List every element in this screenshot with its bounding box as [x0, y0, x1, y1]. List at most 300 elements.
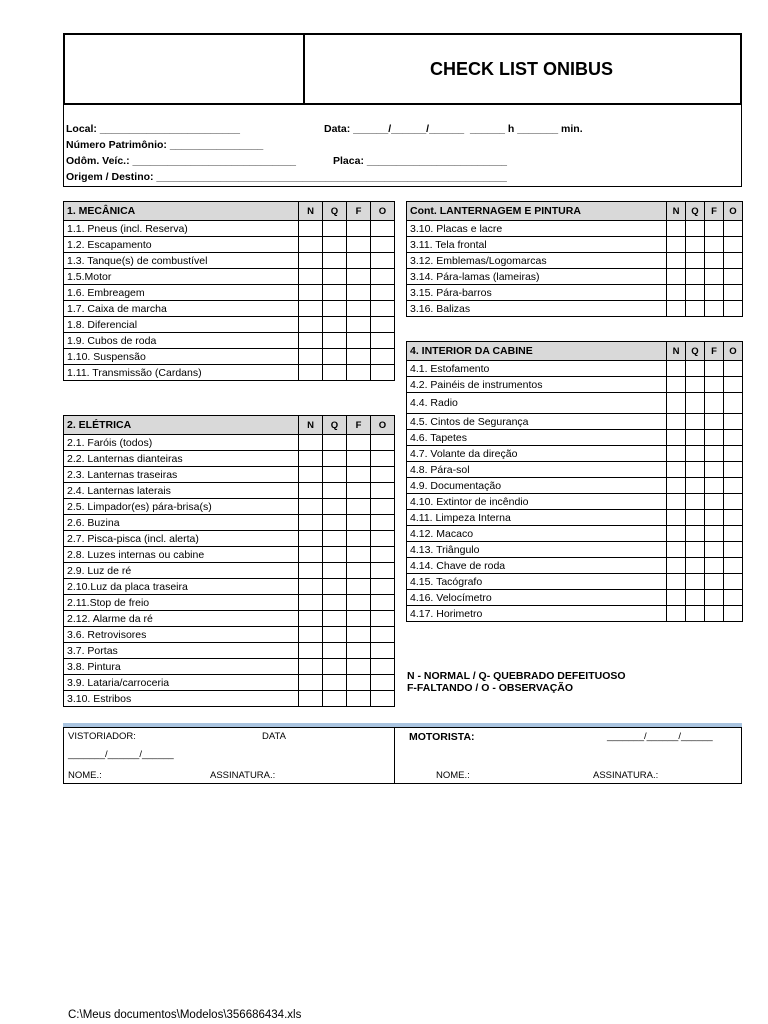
checklist-row [64, 547, 395, 563]
check-cell[interactable] [686, 414, 705, 430]
lanternagem-header-row [407, 202, 743, 221]
check-cell[interactable] [323, 611, 347, 627]
checklist-row [64, 451, 395, 467]
checklist-item-label: 1.2. Escapamento [64, 237, 299, 253]
check-cell[interactable] [686, 393, 705, 414]
check-cell[interactable] [347, 333, 371, 349]
check-cell[interactable] [705, 542, 724, 558]
checklist-row [407, 510, 743, 526]
check-cell[interactable] [299, 643, 323, 659]
flag-header: Q [686, 342, 705, 361]
checklist-row [407, 393, 743, 414]
checklist-row [407, 377, 743, 393]
check-cell[interactable] [667, 377, 686, 393]
check-cell[interactable] [724, 430, 743, 446]
check-cell[interactable] [323, 237, 347, 253]
check-cell[interactable] [347, 317, 371, 333]
check-cell[interactable] [705, 478, 724, 494]
check-cell[interactable] [705, 462, 724, 478]
check-cell[interactable] [371, 531, 395, 547]
check-cell[interactable] [686, 462, 705, 478]
check-cell[interactable] [724, 542, 743, 558]
check-cell[interactable] [347, 691, 371, 707]
check-cell[interactable] [347, 253, 371, 269]
check-cell[interactable] [371, 499, 395, 515]
check-cell[interactable] [323, 515, 347, 531]
check-cell[interactable] [724, 606, 743, 622]
check-cell[interactable] [347, 435, 371, 451]
date-label: DATA [262, 731, 286, 742]
check-cell[interactable] [686, 542, 705, 558]
check-cell[interactable] [347, 643, 371, 659]
check-cell[interactable] [347, 675, 371, 691]
checklist-item-label: 4.10. Extintor de incêndio [407, 494, 667, 510]
check-cell[interactable] [667, 494, 686, 510]
check-cell[interactable] [299, 333, 323, 349]
checklist-row [407, 542, 743, 558]
check-cell[interactable] [686, 558, 705, 574]
check-cell[interactable] [371, 483, 395, 499]
check-cell[interactable] [371, 643, 395, 659]
checklist-item-label: 2.10.Luz da placa traseira [64, 579, 299, 595]
check-cell[interactable] [323, 285, 347, 301]
checklist-item-label: 1.5.Motor [64, 269, 299, 285]
flag-header: O [371, 202, 395, 221]
checklist-item-label: 2.2. Lanternas dianteiras [64, 451, 299, 467]
driver-label: MOTORISTA: [409, 731, 475, 743]
check-cell[interactable] [347, 269, 371, 285]
check-cell[interactable] [371, 467, 395, 483]
check-cell[interactable] [686, 430, 705, 446]
check-cell[interactable] [299, 483, 323, 499]
checklist-item-label: 3.10. Estribos [64, 691, 299, 707]
check-cell[interactable] [705, 574, 724, 590]
flag-header: Q [323, 202, 347, 221]
check-cell[interactable] [705, 269, 724, 285]
checklist-item-label: 2.4. Lanternas laterais [64, 483, 299, 499]
checklist-row [64, 579, 395, 595]
info-section [63, 105, 742, 187]
checklist-row [64, 499, 395, 515]
check-cell[interactable] [299, 435, 323, 451]
check-cell[interactable] [724, 478, 743, 494]
check-cell[interactable] [299, 253, 323, 269]
legend-line-2: F-FALTANDO / O - OBSERVAÇÃO [407, 682, 574, 694]
check-cell[interactable] [667, 574, 686, 590]
check-cell[interactable] [323, 483, 347, 499]
check-cell[interactable] [371, 253, 395, 269]
check-cell[interactable] [323, 269, 347, 285]
check-cell[interactable] [686, 361, 705, 377]
checklist-item-label: 4.9. Documentação [407, 478, 667, 494]
checklist-item-label: 4.2. Painéis de instrumentos [407, 377, 667, 393]
checklist-item-label: 2.11.Stop de freio [64, 595, 299, 611]
check-cell[interactable] [667, 446, 686, 462]
check-cell[interactable] [686, 446, 705, 462]
check-cell[interactable] [347, 237, 371, 253]
check-cell[interactable] [686, 526, 705, 542]
checklist-item-label: 3.8. Pintura [64, 659, 299, 675]
check-cell[interactable] [371, 349, 395, 365]
checklist-row [407, 285, 743, 301]
check-cell[interactable] [724, 462, 743, 478]
check-cell[interactable] [705, 590, 724, 606]
check-cell[interactable] [299, 365, 323, 381]
flag-header: Q [323, 416, 347, 435]
checklist-item-label: 3.9. Lataria/carroceria [64, 675, 299, 691]
check-cell[interactable] [686, 285, 705, 301]
checklist-item-label: 2.7. Pisca-pisca (incl. alerta) [64, 531, 299, 547]
check-cell[interactable] [347, 579, 371, 595]
checklist-item-label: 3.10. Placas e lacre [407, 221, 667, 237]
checklist-row [407, 414, 743, 430]
check-cell[interactable] [686, 510, 705, 526]
checklist-row [407, 526, 743, 542]
check-cell[interactable] [705, 301, 724, 317]
check-cell[interactable] [371, 515, 395, 531]
date-time-field[interactable]: Data: ______/______/______ ______ h _______ min. [324, 123, 583, 135]
check-cell[interactable] [323, 333, 347, 349]
legend-line-1: N - NORMAL / Q- QUEBRADO DEFEITUOSO [407, 670, 626, 682]
checklist-row [64, 269, 395, 285]
checklist-row [64, 467, 395, 483]
check-cell[interactable] [347, 365, 371, 381]
check-cell[interactable] [667, 285, 686, 301]
check-cell[interactable] [705, 494, 724, 510]
check-cell[interactable] [667, 478, 686, 494]
check-cell[interactable] [686, 606, 705, 622]
checklist-item-label: 1.8. Diferencial [64, 317, 299, 333]
origin-destination-field[interactable]: Origem / Destino: ____________________________________________________________ [66, 171, 507, 183]
check-cell[interactable] [299, 467, 323, 483]
check-cell[interactable] [724, 285, 743, 301]
check-cell[interactable] [299, 611, 323, 627]
driver-date-field[interactable]: _______/______/______ [607, 731, 713, 742]
check-cell[interactable] [724, 393, 743, 414]
flag-header: F [705, 202, 724, 221]
flag-header: O [724, 342, 743, 361]
mecanica-section-title: 1. MECÂNICA [64, 202, 299, 221]
patrimonio-field[interactable]: Número Patrimônio: ________________ [66, 139, 264, 151]
checklist-item-label: 2.5. Limpador(es) pára-brisa(s) [64, 499, 299, 515]
check-cell[interactable] [347, 301, 371, 317]
checklist-row [64, 317, 395, 333]
check-cell[interactable] [724, 301, 743, 317]
check-cell[interactable] [667, 253, 686, 269]
check-cell[interactable] [323, 435, 347, 451]
checklist-row [64, 691, 395, 707]
checklist-row [64, 483, 395, 499]
inspector-signature-label: ASSINATURA.: [210, 770, 276, 781]
check-cell[interactable] [705, 377, 724, 393]
checklist-row [407, 558, 743, 574]
checklist-row [64, 643, 395, 659]
check-cell[interactable] [347, 563, 371, 579]
check-cell[interactable] [705, 430, 724, 446]
checklist-row [64, 253, 395, 269]
check-cell[interactable] [347, 349, 371, 365]
check-cell[interactable] [371, 221, 395, 237]
check-cell[interactable] [686, 377, 705, 393]
check-cell[interactable] [299, 595, 323, 611]
checklist-item-label: 4.14. Chave de roda [407, 558, 667, 574]
odometer-field[interactable]: Odôm. Veíc.: ____________________________ [66, 155, 297, 167]
check-cell[interactable] [347, 611, 371, 627]
checklist-row [407, 462, 743, 478]
check-cell[interactable] [323, 253, 347, 269]
check-cell[interactable] [299, 691, 323, 707]
check-cell[interactable] [724, 526, 743, 542]
checklist-item-label: 4.8. Pára-sol [407, 462, 667, 478]
checklist-item-label: 4.7. Volante da direção [407, 446, 667, 462]
flag-header: O [724, 202, 743, 221]
check-cell[interactable] [347, 451, 371, 467]
check-cell[interactable] [705, 414, 724, 430]
checklist-item-label: 3.12. Emblemas/Logomarcas [407, 253, 667, 269]
check-cell[interactable] [347, 627, 371, 643]
check-cell[interactable] [371, 285, 395, 301]
flag-header: N [667, 342, 686, 361]
check-cell[interactable] [299, 237, 323, 253]
check-cell[interactable] [371, 691, 395, 707]
check-cell[interactable] [686, 269, 705, 285]
check-cell[interactable] [347, 531, 371, 547]
checklist-item-label: 1.11. Transmissão (Cardans) [64, 365, 299, 381]
checklist-row [407, 221, 743, 237]
checklist-row [64, 221, 395, 237]
check-cell[interactable] [724, 361, 743, 377]
check-cell[interactable] [323, 691, 347, 707]
check-cell[interactable] [299, 301, 323, 317]
check-cell[interactable] [724, 510, 743, 526]
inspector-label: VISTORIADOR: [68, 731, 136, 742]
check-cell[interactable] [323, 451, 347, 467]
check-cell[interactable] [667, 221, 686, 237]
check-cell[interactable] [705, 285, 724, 301]
check-cell[interactable] [323, 317, 347, 333]
inspector-date-field[interactable]: _______/______/______ [68, 749, 174, 760]
check-cell[interactable] [299, 515, 323, 531]
check-cell[interactable] [371, 333, 395, 349]
check-cell[interactable] [724, 558, 743, 574]
checklist-row [407, 446, 743, 462]
check-cell[interactable] [347, 483, 371, 499]
check-cell[interactable] [299, 499, 323, 515]
check-cell[interactable] [323, 643, 347, 659]
checklist-item-label: 4.1. Estofamento [407, 361, 667, 377]
check-cell[interactable] [686, 221, 705, 237]
check-cell[interactable] [686, 237, 705, 253]
checklist-row [407, 590, 743, 606]
check-cell[interactable] [371, 659, 395, 675]
check-cell[interactable] [686, 253, 705, 269]
check-cell[interactable] [724, 574, 743, 590]
check-cell[interactable] [371, 451, 395, 467]
signature-footer [63, 727, 742, 784]
check-cell[interactable] [347, 499, 371, 515]
check-cell[interactable] [347, 285, 371, 301]
check-cell[interactable] [705, 606, 724, 622]
check-cell[interactable] [299, 563, 323, 579]
check-cell[interactable] [371, 611, 395, 627]
check-cell[interactable] [724, 269, 743, 285]
checklist-row [64, 563, 395, 579]
check-cell[interactable] [347, 221, 371, 237]
check-cell[interactable] [371, 675, 395, 691]
check-cell[interactable] [299, 627, 323, 643]
check-cell[interactable] [299, 531, 323, 547]
check-cell[interactable] [323, 547, 347, 563]
check-cell[interactable] [686, 301, 705, 317]
driver-signature-label: ASSINATURA.: [593, 770, 659, 781]
check-cell[interactable] [667, 430, 686, 446]
check-cell[interactable] [299, 349, 323, 365]
checklist-item-label: 3.16. Balizas [407, 301, 667, 317]
checklist-row [64, 349, 395, 365]
check-cell[interactable] [724, 590, 743, 606]
check-cell[interactable] [667, 606, 686, 622]
check-cell[interactable] [323, 627, 347, 643]
checklist-item-label: 3.15. Pára-barros [407, 285, 667, 301]
flag-header: N [299, 202, 323, 221]
check-cell[interactable] [299, 579, 323, 595]
checklist-item-label: 4.15. Tacógrafo [407, 574, 667, 590]
local-field[interactable]: Local: ________________________ [66, 123, 240, 135]
check-cell[interactable] [323, 595, 347, 611]
check-cell[interactable] [667, 590, 686, 606]
check-cell[interactable] [705, 361, 724, 377]
check-cell[interactable] [323, 301, 347, 317]
checklist-item-label: 4.16. Velocímetro [407, 590, 667, 606]
check-cell[interactable] [323, 563, 347, 579]
check-cell[interactable] [371, 269, 395, 285]
check-cell[interactable] [724, 253, 743, 269]
lanternagem-table [406, 201, 743, 317]
check-cell[interactable] [724, 414, 743, 430]
check-cell[interactable] [371, 301, 395, 317]
check-cell[interactable] [347, 467, 371, 483]
check-cell[interactable] [299, 675, 323, 691]
check-cell[interactable] [705, 253, 724, 269]
checklist-item-label: 4.6. Tapetes [407, 430, 667, 446]
check-cell[interactable] [667, 542, 686, 558]
check-cell[interactable] [323, 499, 347, 515]
check-cell[interactable] [323, 659, 347, 675]
check-cell[interactable] [686, 574, 705, 590]
checklist-item-label: 3.11. Tela frontal [407, 237, 667, 253]
check-cell[interactable] [299, 451, 323, 467]
check-cell[interactable] [299, 221, 323, 237]
check-cell[interactable] [667, 269, 686, 285]
checklist-item-label: 2.3. Lanternas traseiras [64, 467, 299, 483]
checklist-item-label: 1.7. Caixa de marcha [64, 301, 299, 317]
checklist-row [64, 675, 395, 691]
check-cell[interactable] [705, 393, 724, 414]
checklist-row [64, 237, 395, 253]
driver-name-label: NOME.: [436, 770, 470, 781]
check-cell[interactable] [299, 547, 323, 563]
check-cell[interactable] [323, 365, 347, 381]
checklist-item-label: 3.6. Retrovisores [64, 627, 299, 643]
check-cell[interactable] [667, 414, 686, 430]
check-cell[interactable] [724, 221, 743, 237]
check-cell[interactable] [724, 237, 743, 253]
check-cell[interactable] [299, 659, 323, 675]
plate-field[interactable]: Placa: ________________________ [333, 155, 508, 167]
check-cell[interactable] [667, 558, 686, 574]
check-cell[interactable] [705, 237, 724, 253]
check-cell[interactable] [686, 478, 705, 494]
check-cell[interactable] [323, 349, 347, 365]
check-cell[interactable] [323, 467, 347, 483]
check-cell[interactable] [299, 269, 323, 285]
check-cell[interactable] [667, 301, 686, 317]
check-cell[interactable] [705, 526, 724, 542]
flag-header: F [705, 342, 724, 361]
check-cell[interactable] [299, 317, 323, 333]
check-cell[interactable] [299, 285, 323, 301]
check-cell[interactable] [323, 531, 347, 547]
checklist-item-label: 1.1. Pneus (incl. Reserva) [64, 221, 299, 237]
check-cell[interactable] [667, 526, 686, 542]
check-cell[interactable] [724, 446, 743, 462]
checklist-row [407, 430, 743, 446]
check-cell[interactable] [667, 237, 686, 253]
check-cell[interactable] [667, 361, 686, 377]
check-cell[interactable] [347, 659, 371, 675]
file-path: C:\Meus documentos\Modelos\356686434.xls [68, 1009, 302, 1021]
check-cell[interactable] [724, 377, 743, 393]
check-cell[interactable] [347, 547, 371, 563]
check-cell[interactable] [371, 579, 395, 595]
check-cell[interactable] [323, 675, 347, 691]
checklist-item-label: 2.6. Buzina [64, 515, 299, 531]
checklist-row [407, 301, 743, 317]
check-cell[interactable] [667, 510, 686, 526]
checklist-item-label: 2.9. Luz de ré [64, 563, 299, 579]
checklist-row [407, 606, 743, 622]
check-cell[interactable] [371, 547, 395, 563]
check-cell[interactable] [371, 563, 395, 579]
check-cell[interactable] [323, 221, 347, 237]
check-cell[interactable] [347, 595, 371, 611]
check-cell[interactable] [724, 494, 743, 510]
checklist-item-label: 1.9. Cubos de roda [64, 333, 299, 349]
checklist-row [64, 659, 395, 675]
check-cell[interactable] [371, 317, 395, 333]
check-cell[interactable] [371, 435, 395, 451]
checklist-row [64, 611, 395, 627]
check-cell[interactable] [667, 462, 686, 478]
eletrica-table [63, 415, 395, 707]
check-cell[interactable] [705, 558, 724, 574]
check-cell[interactable] [371, 595, 395, 611]
check-cell[interactable] [371, 365, 395, 381]
checklist-item-label: 2.8. Luzes internas ou cabine [64, 547, 299, 563]
check-cell[interactable] [686, 590, 705, 606]
check-cell[interactable] [371, 237, 395, 253]
check-cell[interactable] [705, 446, 724, 462]
check-cell[interactable] [371, 627, 395, 643]
check-cell[interactable] [347, 515, 371, 531]
mecanica-header-row [64, 202, 395, 221]
check-cell[interactable] [705, 510, 724, 526]
logo-area [65, 35, 305, 103]
check-cell[interactable] [323, 579, 347, 595]
check-cell[interactable] [705, 221, 724, 237]
check-cell[interactable] [667, 393, 686, 414]
check-cell[interactable] [686, 494, 705, 510]
